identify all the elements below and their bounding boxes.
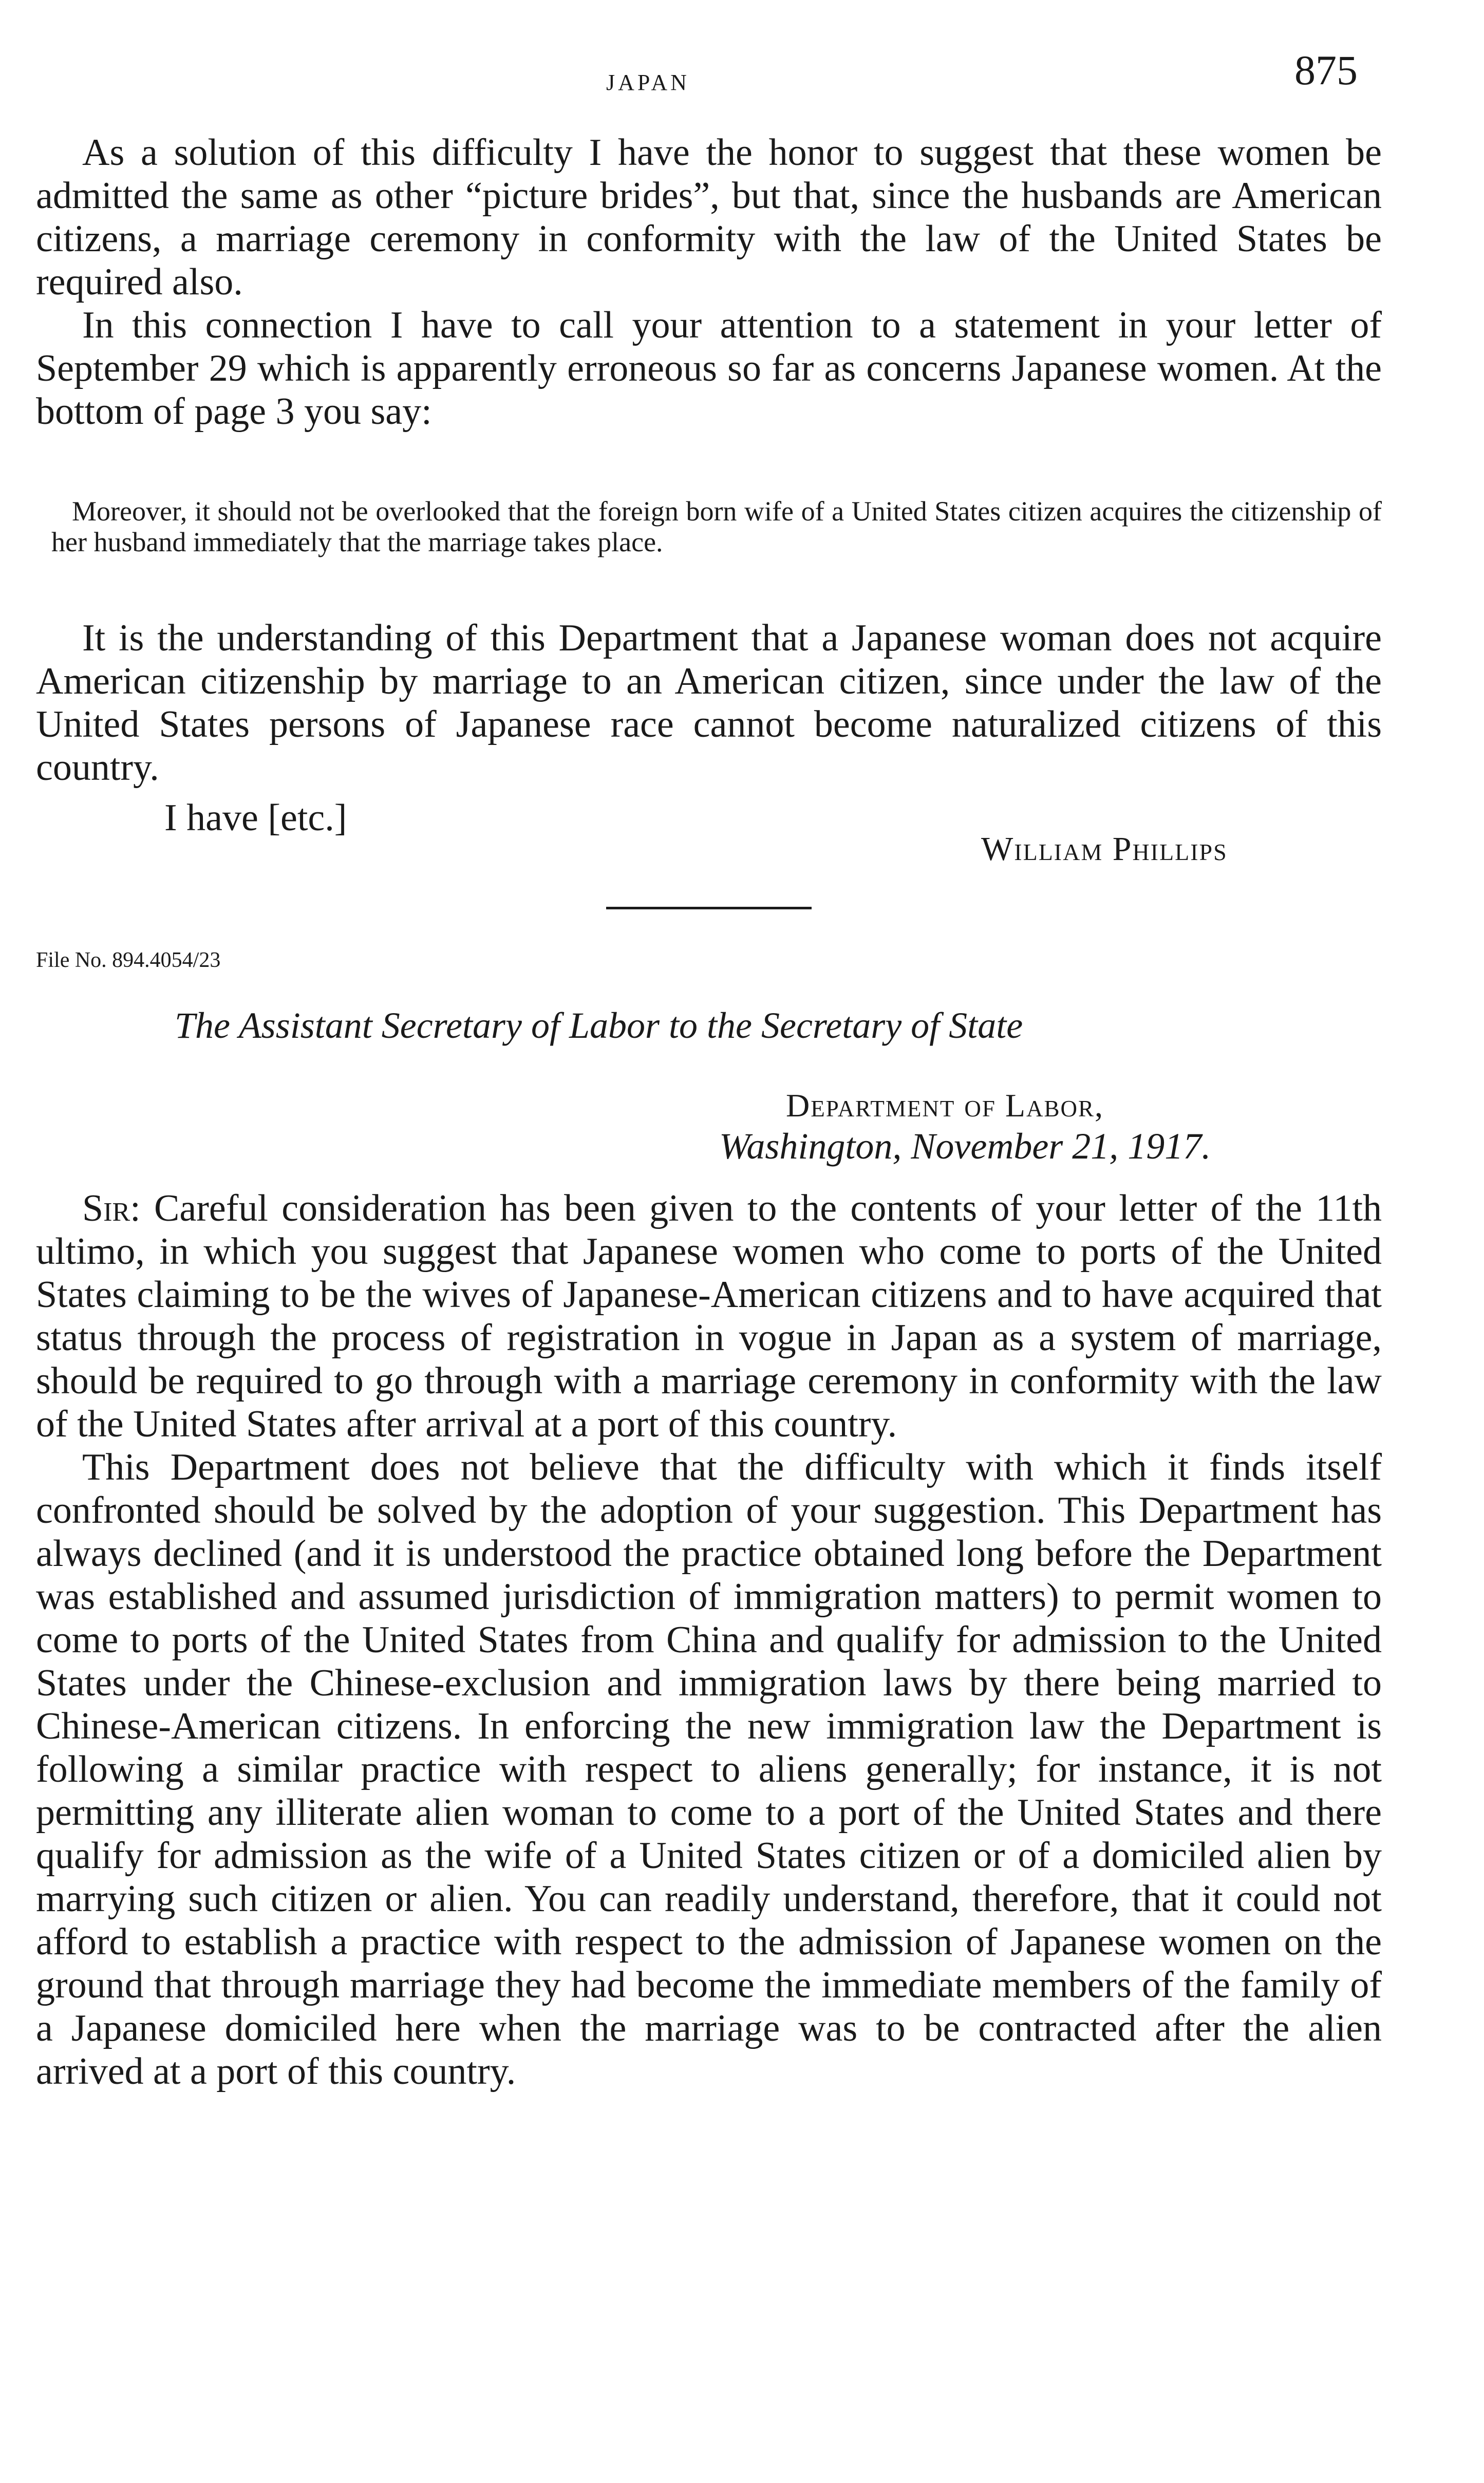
letter1-body-bottom <box>36 617 1382 789</box>
letter1-paragraph-3: It is the understanding of this Department that a Japanese woman does not acquire American citizenship by marriage to an American citizen, since under the law of the United States persons of Japanese race cannot become naturalized citizens of this country. <box>36 617 1382 789</box>
signature: William Phillips <box>981 830 1228 868</box>
dateline: Washington, November 21, 1917. <box>719 1126 1211 1167</box>
letter1-paragraph-1: As a solution of this difficulty I have the honor to suggest that these women be admitted the same as other “picture brides”, but that, since the husbands are American citizens, a marriage ceremony in conformity with the law of the United States be required also. <box>36 132 1382 303</box>
letter2-paragraph-1 <box>36 1187 1382 1446</box>
department-heading: Department of Labor, <box>786 1087 1104 1124</box>
salutation: Sir: <box>82 1187 141 1229</box>
letter1-body-top <box>36 131 1382 433</box>
letter1-paragraph-2: In this connection I have to call your attention to a statement in your letter of September 29 which is apparently erroneous so far as concerns Japanese women. At the bottom of page 3 you say: <box>36 304 1382 433</box>
letter2-body <box>36 1187 1382 2093</box>
document-title: The Assistant Secretary of Labor to the Secretary of State <box>175 1005 1023 1046</box>
letter2-paragraph-1-text: Careful consideration has been given to the contents of your letter of the 11th ultimo, in which you suggest that Japanese women who come to ports of the United States claiming to be the wives of Japanese-American citizens and to have acquired that status through the process of registration in vogue in Japan as a system of marriage, should be required to go through with a marriage ceremony in conformity with the law of the United States after arrival at a port of this country. <box>36 1187 1382 1445</box>
file-number: File No. 894.4054/23 <box>36 948 221 972</box>
running-header: JAPAN <box>606 70 690 95</box>
page-number: 875 <box>1294 47 1358 94</box>
section-divider <box>606 907 812 909</box>
letter2-paragraph-2: This Department does not believe that the difficulty with which it finds itself confronted should be solved by the adoption of your suggestion. This Department has always declined (and it is understood the practice obtained long before the Department was established and assumed jurisdiction of immigration matters) to permit women to come to ports of the United States from China and qualify for admission to the United States under the Chinese-exclusion and immigration laws by there being married to Chinese-American citizens. In enforcing the new immigration law the Department is following a similar practice with respect to aliens generally; for instance, it is not permitting any illiterate alien woman to come to a port of the United States and there qualify for admission as the wife of a United States citizen or of a domiciled alien by marrying such citizen or alien. You can readily understand, therefore, that it could not afford to establish a practice with respect to the admission of Japanese women on the ground that through marriage they had become the immediate members of the family of a Japanese domiciled here when the marriage was to be contracted after the alien arrived at a port of this country. <box>36 1446 1382 2093</box>
closing-line: I have [etc.] <box>164 797 347 839</box>
quoted-passage: Moreover, it should not be overlooked that the foreign born wife of a United States citizen acquires the citizenship of her husband immediately that the marriage takes place. <box>51 496 1382 557</box>
